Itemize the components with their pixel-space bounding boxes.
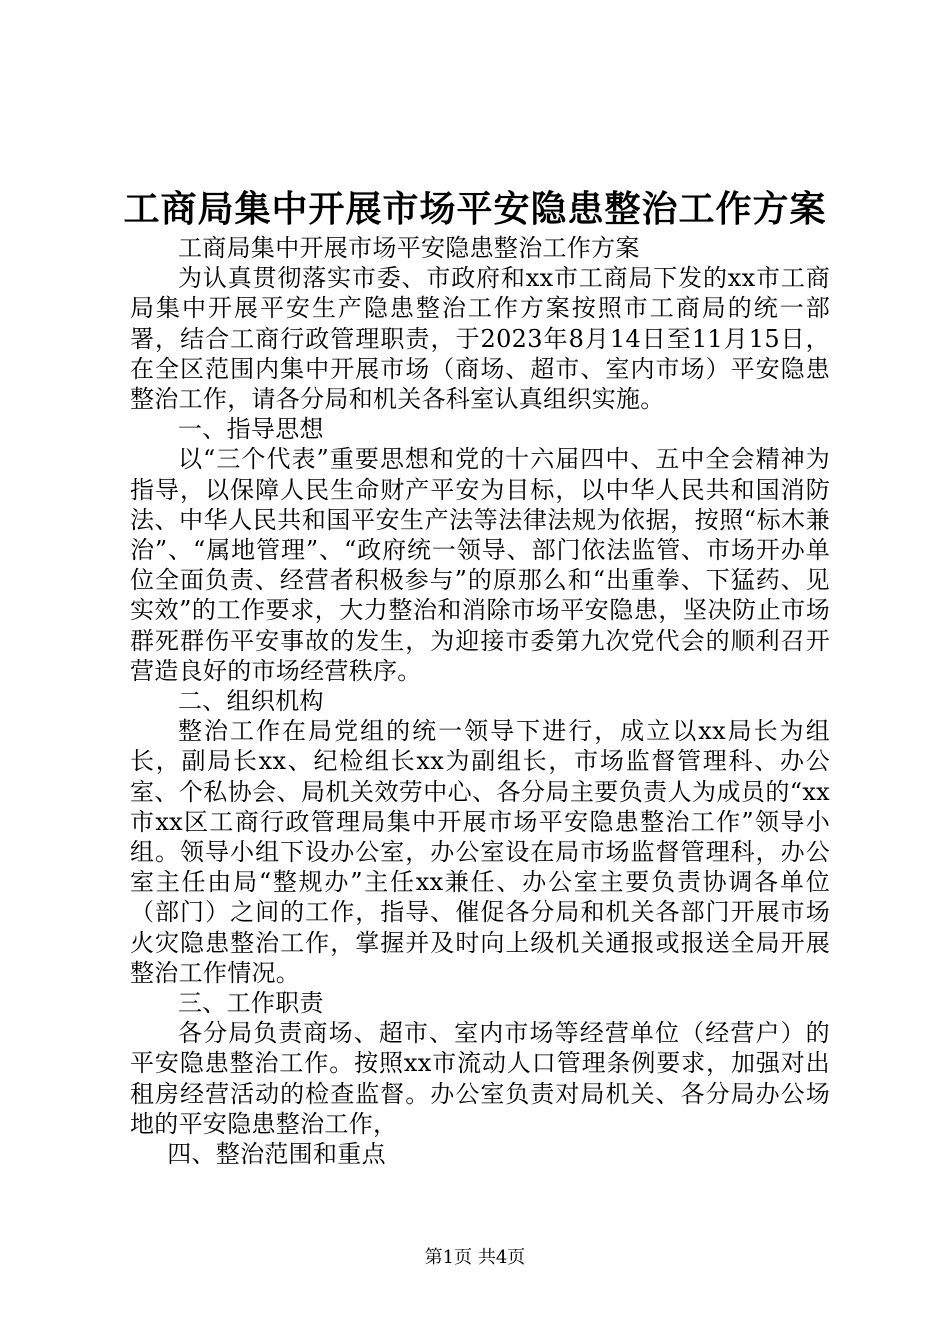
intro-paragraph: 为认真贯彻落实市委、市政府和xx市工商局下发的xx市工商局集中开展平安生产隐患整治工作方案按照市工商局的统一部署，结合工商行政管理职责，于2023年8月14日至11月15日，在全区范围内集中开展市场（商场、超市、室内市场）平安隐患整治工作，请各分局和机关各科室认真组织实施。 xyxy=(130,264,830,414)
section-text-organization: 整治工作在局党组的统一领导下进行，成立以xx局长为组长，副局长xx、纪检组长xx为副组长，市场监督管理科、办公室、个私协会、局机关效劳中心、各分局主要负责人为成员的“xx市xx区工商行政管理局集中开展市场平安隐患整治工作”领导小组。领导小组下设办公室，办公室设在局市场监督管理科，办公室主任由局“整规办”主任xx兼任、办公室主要负责协调各单位（部门）之间的工作，指导、催促各分局和机关各部门开展市场火灾隐患整治工作，掌握并及时向上级机关通报或报送全局开展整治工作情况。 xyxy=(130,717,830,987)
document-body xyxy=(130,233,830,1169)
document-title: 工商局集中开展市场平安隐患整治工作方案 xyxy=(123,188,827,230)
section-heading-scope: 四、整治范围和重点 xyxy=(167,1140,386,1169)
section-text-guiding-ideology: 以“三个代表”重要思想和党的十六届四中、五中全会精神为指导，以保障人民生命财产平安为目标，以中华人民共和国消防法、中华人民共和国平安生产法等法律法规为依据，按照“标木兼治”、“属地管理”、“政府统一领导、部门依法监管、市场开办单位全面负责、经营者积极参与”的原那么和“出重拳、下猛药、见实效”的工作要求，大力整治和消除市场平安隐患，坚决防止市场群死群伤平安事故的发生，为迎接市委第九次党代会的顺利召开营造良好的市场经营秩序。 xyxy=(130,445,830,685)
section-heading-organization: 二、组织机构 xyxy=(178,687,324,716)
section-text-responsibilities: 各分局负责商场、超市、室内市场等经营单位（经营户）的平安隐患整治工作。按照xx市流动人口管理条例要求，加强对出租房经营活动的检查监督。办公室负责对局机关、各分局办公场地的平安隐患整治工作， xyxy=(130,1019,830,1138)
page-number: 第1页 共4页 xyxy=(424,1247,526,1268)
section-heading-guiding-ideology: 一、指导思想 xyxy=(178,415,324,444)
section-heading-responsibilities: 三、工作职责 xyxy=(178,989,324,1018)
document-subtitle: 工商局集中开展市场平安隐患整治工作方案 xyxy=(178,234,640,262)
